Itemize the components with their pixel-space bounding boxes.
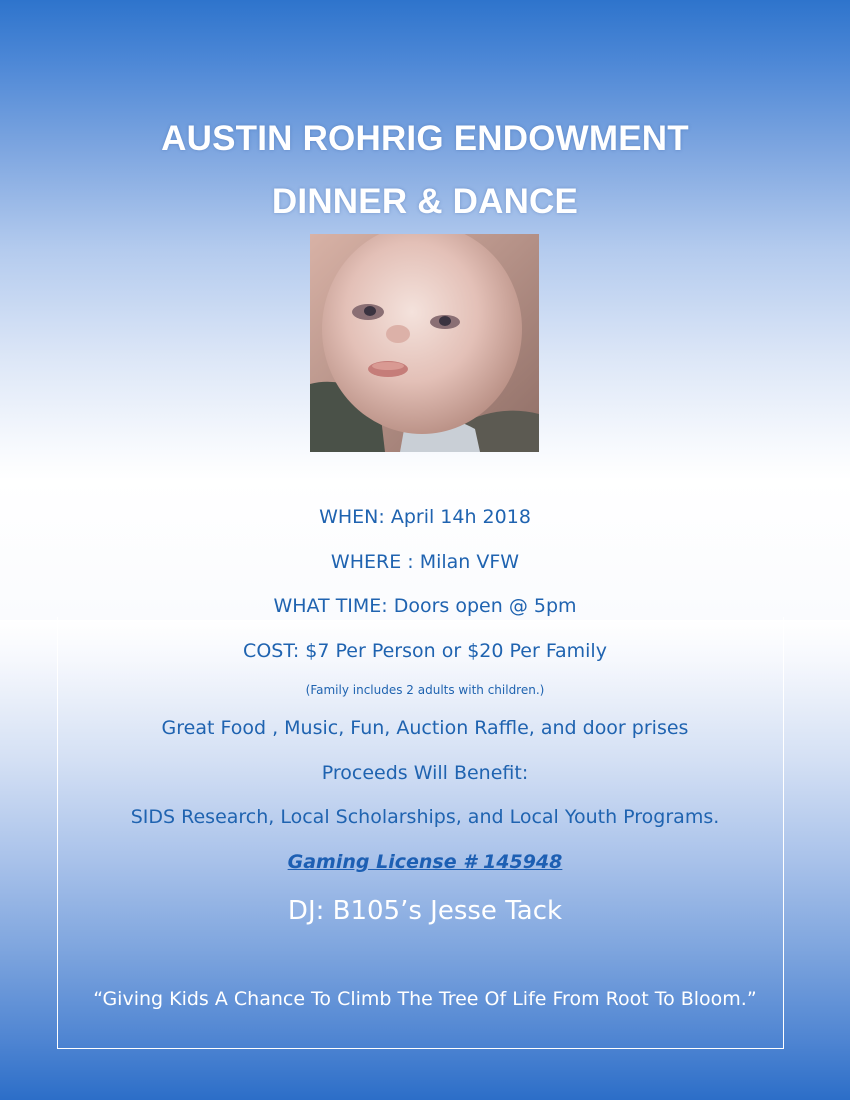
event-where: WHERE : Milan VFW: [330, 551, 520, 573]
event-cost: COST: $7 Per Person or $20 Per Family: [243, 640, 607, 662]
content-frame: [57, 617, 784, 1049]
dj-credit: DJ: B105’s Jesse Tack: [287, 896, 563, 926]
motto-quote: “Giving Kids A Chance To Climb The Tree Of Life From Root To Bloom.”: [93, 988, 757, 1010]
cost-note: (Family includes 2 adults with children.): [305, 683, 545, 697]
baby-portrait-photo: [310, 234, 539, 452]
flyer-title-line-2: DINNER & DANCE: [271, 182, 579, 221]
flyer-title-line-1: AUSTIN ROHRIG ENDOWMENT: [161, 119, 689, 158]
gaming-license: Gaming License # 145948: [287, 851, 563, 873]
proceeds-heading: Proceeds Will Benefit:: [321, 762, 529, 784]
event-time: WHAT TIME: Doors open @ 5pm: [273, 595, 577, 617]
beneficiaries: SIDS Research, Local Scholarships, and Local Youth Programs.: [130, 806, 720, 828]
event-activities: Great Food , Music, Fun, Auction Raffle, and door prises: [161, 717, 689, 739]
event-when: WHEN: April 14h 2018: [319, 506, 531, 528]
